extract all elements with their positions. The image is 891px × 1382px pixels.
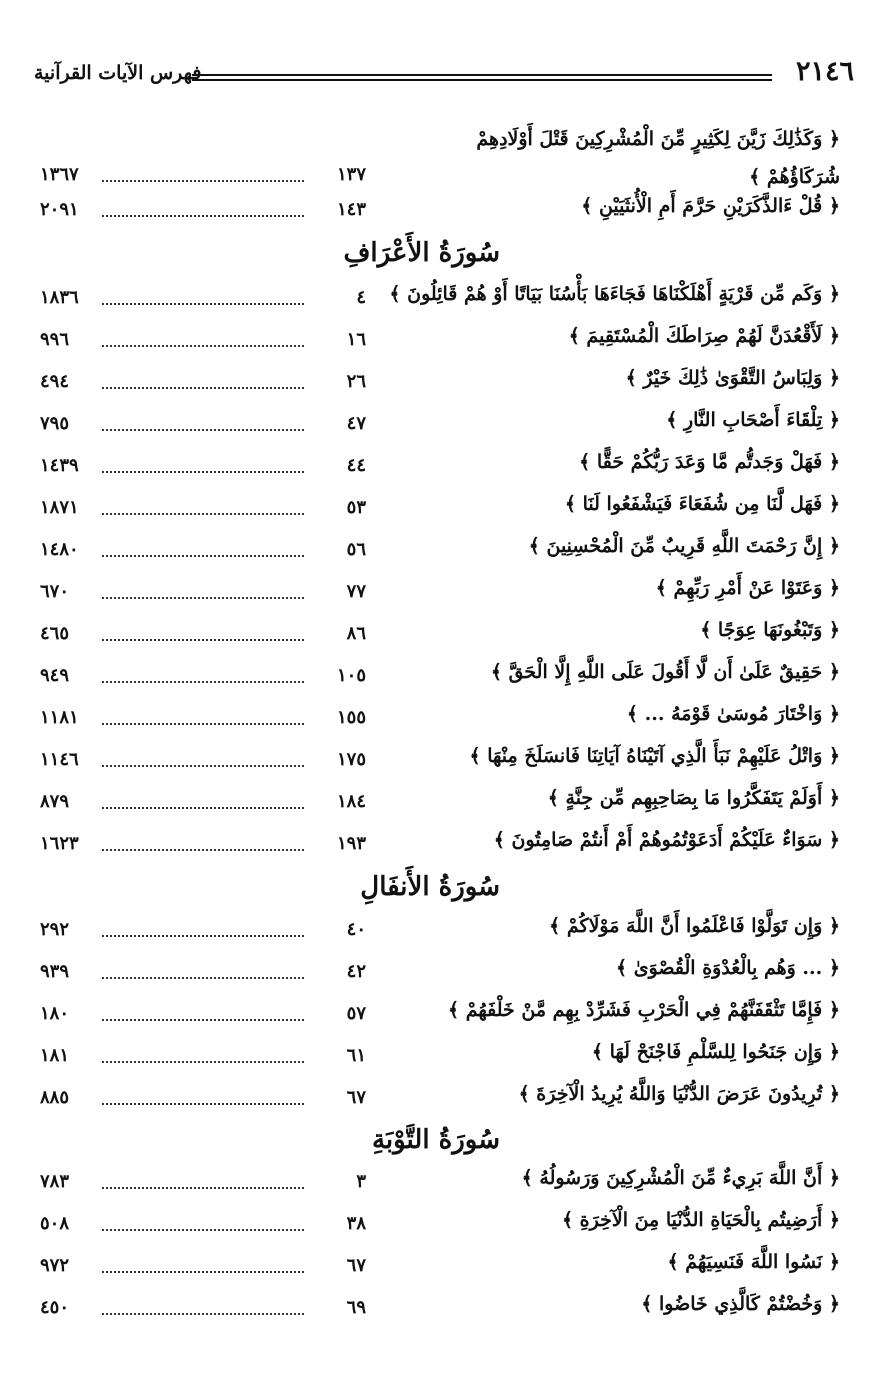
index-entry <box>40 407 840 447</box>
dot-leader <box>102 215 304 217</box>
page-reference: ١١٨١ <box>40 707 79 728</box>
verse-text: ﴿ وَتَبْغُونَهَا عِوَجًا ﴾ <box>700 619 840 641</box>
ayah-number: ٥٧ <box>346 1003 366 1024</box>
index-entry <box>40 365 840 405</box>
verse-text: ﴿ وَإِن جَنَحُوا لِلسَّلْمِ فَاجْنَحْ لَهَا ﴾ <box>591 1041 840 1063</box>
dot-leader <box>102 345 304 347</box>
ayah-number: ١٧٥ <box>336 749 366 770</box>
page-number: ٢١٤٦ <box>795 56 854 87</box>
ayah-number: ١٤٣ <box>336 199 366 220</box>
surah-heading: سُورَةُ الأَعْرَافِ <box>343 238 500 268</box>
dot-leader <box>102 765 304 767</box>
page-reference: ١٤٣٩ <box>40 455 79 476</box>
dot-leader <box>102 1271 304 1273</box>
ayah-number: ٨٦ <box>346 623 366 644</box>
page-reference: ٢٠٩١ <box>40 199 79 220</box>
ayah-number: ٧٧ <box>346 581 366 602</box>
index-entry <box>40 193 840 233</box>
page-reference: ٤٥٠ <box>40 1297 70 1318</box>
ayah-number: ١٩٣ <box>336 833 366 854</box>
verse-text: ﴿ وَكَذَٰلِكَ زَيَّنَ لِكَثِيرٍ مِّنَ الْمُشْرِكِينَ قَتْلَ أَوْلَادِهِمْ شُرَكَاؤُهُمْ ﴾ <box>476 128 840 188</box>
page-reference: ١٨٣٦ <box>40 287 79 308</box>
ayah-number: ٤ <box>356 287 366 308</box>
verse-text: ﴿ وَاخْتَارَ مُوسَىٰ قَوْمَهُ ... ﴾ <box>626 703 840 725</box>
verse-text: ﴿ تُرِيدُونَ عَرَضَ الدُّنْيَا وَاللَّهُ يُرِيدُ الْآخِرَةَ ﴾ <box>518 1083 840 1105</box>
dot-leader <box>102 807 304 809</box>
index-entry <box>40 1081 840 1121</box>
verse-text: ﴿ فَهَل لَّنَا مِن شُفَعَاءَ فَيَشْفَعُوا لَنَا ﴾ <box>564 493 840 515</box>
page-reference: ١٨١ <box>40 1045 70 1066</box>
page-reference: ٨٨٥ <box>40 1087 70 1108</box>
index-entry <box>40 491 840 531</box>
page-reference: ٧٩٥ <box>40 413 70 434</box>
index-entry <box>40 913 840 953</box>
verse-text: ﴿ لَأَقْعُدَنَّ لَهُمْ صِرَاطَكَ الْمُسْتَقِيمَ ﴾ <box>568 325 840 347</box>
index-entry <box>40 617 840 657</box>
page-reference: ٩٧٢ <box>40 1255 70 1276</box>
dot-leader <box>102 1061 304 1063</box>
dot-leader <box>102 1103 304 1105</box>
verse-text: ﴿ فَهَلْ وَجَدتُّم مَّا وَعَدَ رَبُّكُمْ حَقًّا ﴾ <box>579 451 840 473</box>
index-entry <box>40 785 840 825</box>
index-entry <box>40 281 840 321</box>
page-reference: ٩٤٩ <box>40 665 70 686</box>
index-entry <box>40 533 840 573</box>
index-entry <box>40 659 840 699</box>
dot-leader <box>102 429 304 431</box>
index-entry <box>40 1165 840 1205</box>
verse-text: ﴿ قُلْ ءَالذَّكَرَيْنِ حَرَّمَ أَمِ الْأُنثَيَيْنِ ﴾ <box>581 195 840 217</box>
page-reference: ١٨٧١ <box>40 497 79 518</box>
index-entry <box>40 128 840 198</box>
surah-heading: سُورَةُ الأَنفَالِ <box>360 872 500 902</box>
dot-leader <box>102 1019 304 1021</box>
ayah-number: ٣ <box>356 1171 366 1192</box>
verse-text: ﴿ أَنَّ اللَّهَ بَرِيءٌ مِّنَ الْمُشْرِكِينَ وَرَسُولُهُ ﴾ <box>521 1167 840 1189</box>
dot-leader <box>102 681 304 683</box>
ayah-number: ١٨٤ <box>336 791 366 812</box>
page-reference: ١٣٦٧ <box>40 164 79 185</box>
index-entry <box>40 1039 840 1079</box>
ayah-number: ٤٢ <box>346 961 366 982</box>
surah-heading: سُورَةُ التَّوْبَةِ <box>371 1125 500 1155</box>
verse-text: ﴿ وَخُضْتُمْ كَالَّذِي خَاضُوا ﴾ <box>641 1293 840 1315</box>
ayah-number: ٤٤ <box>346 455 366 476</box>
page-reference: ٩٩٦ <box>40 329 70 350</box>
dot-leader <box>102 387 304 389</box>
dot-leader <box>102 597 304 599</box>
index-entry <box>40 323 840 363</box>
index-entry <box>40 1207 840 1247</box>
dot-leader <box>102 180 304 182</box>
ayah-number: ١٣٧ <box>336 164 366 185</box>
ayah-number: ٤٧ <box>346 413 366 434</box>
page-reference: ٨٧٩ <box>40 791 70 812</box>
dot-leader <box>102 639 304 641</box>
dot-leader <box>102 977 304 979</box>
dot-leader <box>102 471 304 473</box>
index-entry <box>40 449 840 489</box>
dot-leader <box>102 1187 304 1189</box>
verse-text: ﴿ وَكَم مِّن قَرْيَةٍ أَهْلَكْنَاهَا فَجَاءَهَا بَأْسُنَا بَيَاتًا أَوْ هُمْ قَائِلُونَ ﴾ <box>389 283 840 305</box>
verse-text: ﴿ وَإِن تَوَلَّوْا فَاعْلَمُوا أَنَّ اللَّهَ مَوْلَاكُمْ ﴾ <box>549 915 840 937</box>
page-reference: ٢٩٢ <box>40 919 70 940</box>
verse-text: ﴿ فَإِمَّا تَثْقَفَنَّهُمْ فِي الْحَرْبِ فَشَرِّدْ بِهِم مَّنْ خَلْفَهُمْ ﴾ <box>448 999 840 1021</box>
index-entry <box>40 1291 840 1331</box>
ayah-number: ٤٠ <box>346 919 366 940</box>
page-reference: ٤٦٥ <box>40 623 70 644</box>
index-entry <box>40 1249 840 1289</box>
verse-text: ﴿ ... وَهُم بِالْعُدْوَةِ الْقُصْوَىٰ ﴾ <box>615 957 840 979</box>
dot-leader <box>102 1313 304 1315</box>
dot-leader <box>102 303 304 305</box>
dot-leader <box>102 555 304 557</box>
verse-text: ﴿ وَلِبَاسُ التَّقْوَىٰ ذَٰلِكَ خَيْرٌ ﴾ <box>625 367 840 389</box>
ayah-number: ٦٩ <box>346 1297 366 1318</box>
ayah-number: ٣٨ <box>346 1213 366 1234</box>
verse-text: ﴿ أَوَلَمْ يَتَفَكَّرُوا مَا بِصَاحِبِهِم مِّن جِنَّةٍ ﴾ <box>547 787 840 809</box>
ayah-number: ١٠٥ <box>336 665 366 686</box>
page-reference: ١٨٠ <box>40 1003 70 1024</box>
index-entry <box>40 827 840 867</box>
index-entry <box>40 997 840 1037</box>
index-entry <box>40 743 840 783</box>
verse-text: ﴿ وَاتْلُ عَلَيْهِمْ نَبَأَ الَّذِي آتَيْنَاهُ آيَاتِنَا فَانسَلَخَ مِنْهَا ﴾ <box>469 745 840 767</box>
ayah-number: ٦١ <box>346 1045 366 1066</box>
ayah-number: ٥٦ <box>346 539 366 560</box>
dot-leader <box>102 723 304 725</box>
ayah-number: ٥٣ <box>346 497 366 518</box>
verse-text: ﴿ إِنَّ رَحْمَتَ اللَّهِ قَرِيبٌ مِّنَ الْمُحْسِنِينَ ﴾ <box>528 535 840 557</box>
ayah-number: ٦٧ <box>346 1087 366 1108</box>
ayah-number: ١٦ <box>346 329 366 350</box>
verse-text: ﴿ وَعَتَوْا عَنْ أَمْرِ رَبِّهِمْ ﴾ <box>655 577 840 599</box>
dot-leader <box>102 1229 304 1231</box>
page-header <box>34 52 854 92</box>
index-entry <box>40 955 840 995</box>
page-reference: ١٦٢٣ <box>40 833 79 854</box>
verse-text: ﴿ تِلْقَاءَ أَصْحَابِ النَّارِ ﴾ <box>666 409 840 431</box>
page-reference: ٤٩٤ <box>40 371 70 392</box>
index-entry <box>40 575 840 615</box>
ayah-number: ٢٦ <box>346 371 366 392</box>
verse-text: ﴿ أَرَضِيتُم بِالْحَيَاةِ الدُّنْيَا مِنَ الْآخِرَةِ ﴾ <box>561 1209 840 1231</box>
page-reference: ٦٧٠ <box>40 581 70 602</box>
index-entry <box>40 701 840 741</box>
ayah-number: ٦٧ <box>346 1255 366 1276</box>
verse-text: ﴿ نَسُوا اللَّهَ فَنَسِيَهُمْ ﴾ <box>667 1251 840 1273</box>
dot-leader <box>102 849 304 851</box>
running-title: فهرس الآيات القرآنية <box>34 62 202 84</box>
verse-text: ﴿ حَقِيقٌ عَلَىٰ أَن لَّا أَقُولَ عَلَى اللَّهِ إِلَّا الْحَقَّ ﴾ <box>490 661 840 683</box>
page-reference: ٩٣٩ <box>40 961 70 982</box>
dot-leader <box>102 935 304 937</box>
header-rule <box>192 74 772 81</box>
page-reference: ٧٨٣ <box>40 1171 70 1192</box>
page-reference: ١١٤٦ <box>40 749 79 770</box>
page-reference: ١٤٨٠ <box>40 539 79 560</box>
ayah-number: ١٥٥ <box>336 707 366 728</box>
dot-leader <box>102 513 304 515</box>
page-reference: ٥٠٨ <box>40 1213 70 1234</box>
verse-text: ﴿ سَوَاءٌ عَلَيْكُمْ أَدَعَوْتُمُوهُمْ أَمْ أَنتُمْ صَامِتُونَ ﴾ <box>493 829 840 851</box>
